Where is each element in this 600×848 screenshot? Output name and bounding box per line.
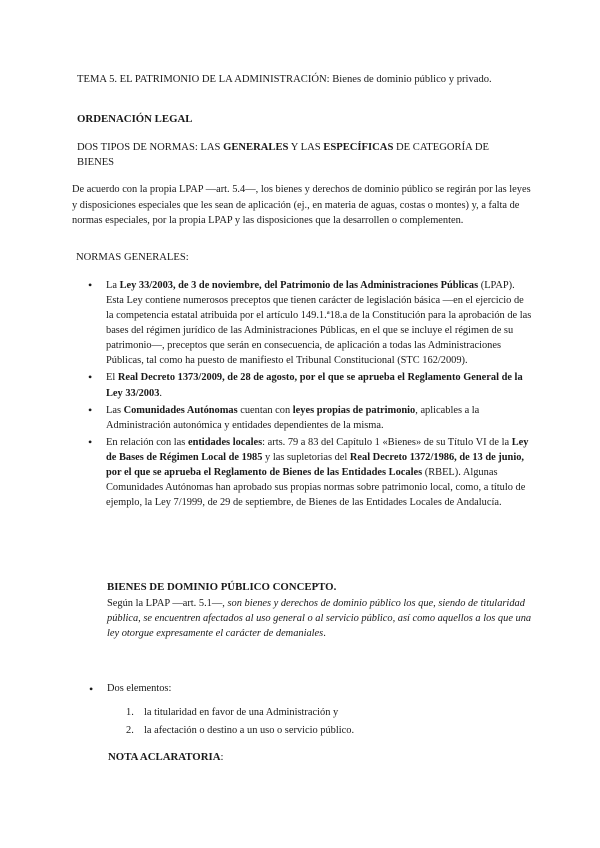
item-bold: Real Decreto 1372/1986, de 13 de junio, por el que se aprueba el Reglamento de Bienes de las Entidades Locales [106, 451, 525, 478]
item-text: . [159, 387, 163, 399]
item-bold: Ley 33/2003, de 3 de noviembre, del Patrimonio de las Administraciones Públicas [119, 280, 479, 291]
list-item [106, 403, 532, 433]
elementos-list [126, 706, 546, 742]
item-text: Las [106, 404, 124, 416]
nota-aclaratoria [108, 750, 224, 765]
list-item [106, 370, 532, 400]
list-item: • Dos elementos: [107, 682, 527, 697]
item-text: la afectación o destino a un uso o servicio público. [144, 724, 355, 736]
list-item [106, 435, 532, 510]
tipos-generales: GENERALES [223, 142, 289, 153]
nota-label: NOTA ACLARATORIA [108, 751, 221, 763]
dos-elementos-list [107, 682, 527, 697]
item-bold: Real Decreto 1373/2009, de 28 de agosto, por el que se aprueba el Reglamento General de la Ley 33/2003 [106, 372, 523, 399]
item-text: En relación con las [106, 436, 188, 448]
item-number: 2. [126, 724, 134, 736]
intro-paragraph: De acuerdo con la propia LPAP —art. 5.4—, los bienes y derechos de dominio público se regirán por las leyes y disposiciones especiales que les sean de aplicación (ej., en materia de aguas, costas o montes) y, a falta de normas especiales, por la propia LPAP y las disposiciones que la desarrollen o complementen. [72, 184, 531, 227]
item-text: : arts. 79 a 83 del Capítulo 1 «Bienes» de su Título VI de la [262, 436, 512, 448]
item-text: El [106, 372, 118, 384]
list-item [126, 706, 546, 721]
item-bold: entidades locales [187, 436, 263, 448]
normas-generales-heading: NORMAS GENERALES: [76, 252, 189, 263]
concepto-section [107, 580, 537, 641]
item-text: y las supletorias del [262, 451, 350, 463]
document-title: TEMA 5. EL PATRIMONIO DE LA ADMINISTRACIÓN: Bienes de dominio público y privado. [77, 74, 492, 85]
concepto-heading: BIENES DE DOMINIO PÚBLICO CONCEPTO. [107, 581, 337, 593]
list-item [126, 724, 546, 739]
item-text: La [106, 280, 120, 291]
tipos-normas-heading [77, 140, 527, 171]
list-item [106, 278, 532, 368]
item-number: 1. [126, 707, 134, 718]
nota-colon: : [220, 751, 224, 763]
item-bold: Ley de Bases de Régimen Local de 1985 [106, 436, 529, 463]
item-text: , aplicables a la Administración autonómica y entidades dependientes de la misma. [106, 404, 480, 431]
item-text: la titularidad en favor de una Administración y [144, 707, 339, 718]
legal-heading: ORDENACIÓN LEGAL [77, 113, 193, 125]
tipos-text: Y LAS [288, 142, 324, 153]
item-bold: Comunidades Autónomas [123, 404, 238, 416]
concepto-lead: Según la LPAP —art. 5.1—, [107, 597, 228, 609]
item-text: cuentan con [237, 404, 293, 416]
tipos-especificas: ESPECÍFICAS [323, 142, 394, 153]
concepto-end: . [323, 627, 326, 639]
tipos-text: DOS TIPOS DE NORMAS: LAS [77, 142, 224, 153]
normas-list [106, 278, 532, 512]
concepto-quote: son bienes y derechos de dominio público los que, siendo de titularidad pública, se encuentren afectados al uso general o al servicio público, así como aquellos a los que una ley otorgue expresamente el carácter de demaniales [107, 597, 532, 639]
item-text: (RBEL). Algunas Comunidades Autónomas han aprobado sus propias normas sobre patrimonio local, como, a título de ejemplo, la Ley 7/1999, de 29 de septiembre, de Bienes de las Entidades Locales de Andalucía. [106, 466, 526, 509]
item-bold: leyes propias de patrimonio [292, 404, 416, 416]
concepto-paragraph [107, 596, 537, 641]
item-text: (LPAP). Esta Ley contiene numerosos preceptos que tienen carácter de legislación básica —en el ejercicio de la competencia estatal atribuida por el artículo 149.1.ª18.a de la Constitución para la aprobación de las bases del régimen jurídico de las Administraciones Públicas, en el que se incluye el régimen de su patrimonio—, preceptos que serán en consecuencia, de aplicación a todas las Administraciones Públicas, tal como ha puesto de manifiesto el Tribunal Constitucional (STC 162/2009). [106, 280, 532, 367]
tipos-text: DE CATEGORÍA DE BIENES [77, 142, 489, 169]
